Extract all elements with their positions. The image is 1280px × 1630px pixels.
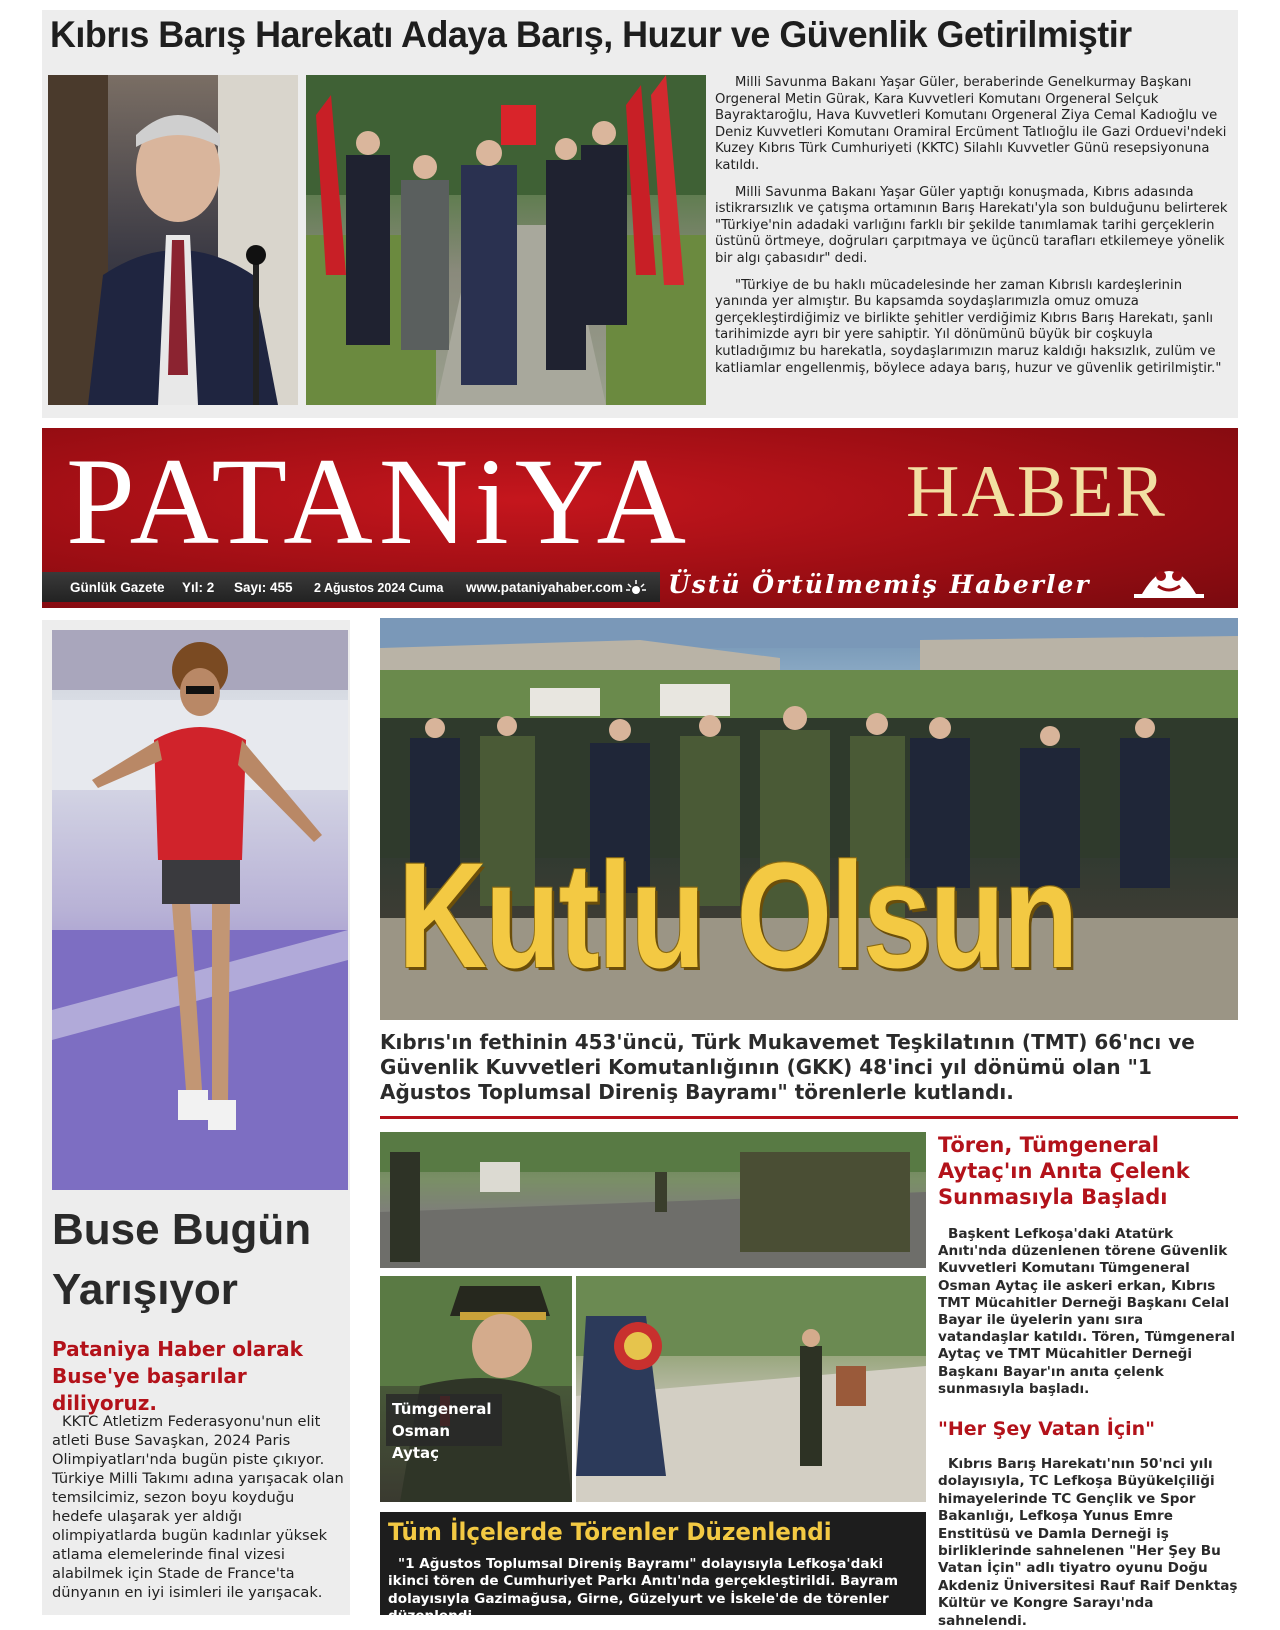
athlete-body: KKTC Atletizm Federasyonu'nun elit atleti Buse Savaşkan, 2024 Paris Olimpiyatları'nda bugün piste çıkıyor. Türkiye Milli Takımı adına yarışacak olan temsilcimiz, sezon boyu koyduğu hedefe ulaşarak yer aldığı olimpiyatlarda bugün kadınlar yüksek atlama elemelerinde final vizesi alabilmek için Stade de France'ta dünyanın en iyi isimleri ile yarışacak. (52, 1413, 344, 1601)
mascot-icon (1134, 544, 1204, 602)
monument-photo (576, 1276, 926, 1502)
athlete-photo (52, 630, 348, 1190)
edition-year: Yıl: 2 (182, 580, 215, 595)
theatre-body: Kıbrıs Barış Harekatı'nın 50'nci yılı dolayısıyla, TC Lefkoşa Büyükelçiliği himayelerinde TC Gençlik ve Spor Bakanlığı, Lefkoşa Yunus Emre Enstitüsü ve Damla Derneği iş birliklerinde sahnelenen "Her Şey Bu Vatan İçin" adlı tiyatro oyunu Doğu Akdeniz Üniversitesi Rauf Raif Denktaş Kültür ve Kongre Sarayı'nda sahnelendi. (938, 1456, 1238, 1629)
edition-issue: Sayı: 455 (234, 580, 293, 595)
ceremony-subheadline: Tören, Tümgeneral Aytaç'ın Anıta Çelenk Sunmasıyla Başladı (938, 1133, 1190, 1209)
masthead-haber: HABER (906, 451, 1167, 533)
top-story-headline: Kıbrıs Barış Harekatı Adaya Barış, Huzur ve Güvenlik Getirilmiştir (50, 14, 1132, 55)
minister-speaking-photo (48, 75, 298, 405)
general-photo-caption: Tümgeneral Osman Aytaç (386, 1394, 502, 1446)
edition-type: Günlük Gazete (70, 580, 165, 595)
sun-icon (626, 580, 646, 596)
athlete-subhead: Pataniya Haber olarak Buse'ye başarılar diliyoruz. (52, 1337, 303, 1415)
theatre-subheadline: "Her Şey Vatan İçin" (938, 1418, 1156, 1440)
edition-date: 2 Ağustos 2024 Cuma (314, 581, 444, 595)
general-portrait-photo (380, 1276, 572, 1502)
main-headline: Kutlu Olsun (398, 831, 1077, 999)
top-story-body (715, 75, 1235, 405)
main-deck: Kıbrıs'ın fethinin 453'üncü, Türk Mukavemet Teşkilatının (TMT) 66'ncı ve Güvenlik Kuvvetleri Komutanlığının (GKK) 48'inci yıl dönümü olan "1 Ağustos Toplumsal Direniş Bayramı" törenlerle kutlandı. (380, 1030, 1195, 1104)
main-divider (380, 1116, 1238, 1119)
ceremony-body: Başkent Lefkoşa'daki Atatürk Anıtı'nda düzenlenen törene Güvenlik Kuvvetleri Komutanı Tümgeneral Osman Aytaç ile askeri erkan, Kıbrıs TMT Mücahitler Derneği Başkanı Celal Bayar ile üyelerin yanı sıra vatandaşlar katıldı. Tören, Tümgeneral Aytaç ve TMT Mücahitler Derneği Başkanı Bayar'ın anıta çelenk sunmasıyla başladı. (938, 1226, 1236, 1397)
athlete-headline: Buse Bugün Yarışıyor (52, 1205, 312, 1314)
officials-walking-photo (306, 75, 706, 405)
masthead-logo: PATANiYA (66, 433, 693, 570)
top-story-paragraph-2: Milli Savunma Bakanı Yaşar Güler yaptığı konuşmada, Kıbrıs adasında istikrarsızlık ve çatışma ortamının Barış Harekatı'yla son bulduğunu belirterek "Türkiye'nin adadaki varlığını farklı bir şekilde tanımlamak tarihi gerçeklerin üstünü örtmeye, doğruları çarpıtmaya ve üçüncü tarafları etkilemeye yönelik bir algı çabasıdır" dedi. (715, 184, 1228, 266)
website-link[interactable]: www.pataniyahaber.com (466, 580, 624, 595)
top-story-paragraph-1: Milli Savunma Bakanı Yaşar Güler, beraberinde Genelkurmay Başkanı Orgeneral Metin Gürak, Kara Kuvvetleri Komutanı Orgeneral Selçuk Bayraktaroğlu, Hava Kuvvetleri Komutanı Orgeneral Ziya Cemal Kadıoğlu ve Deniz Kuvvetleri Komutanı Oramiral Ercüment Tatlıoğlu ile Gazi Orduevi'ndeki Kuzey Kıbrıs Türk Cumhuriyeti (KKTC) Silahlı Kuvvetler Günü resepsiyonuna katıldı. (715, 75, 1227, 173)
districts-headline: Tüm İlçelerde Törenler Düzenlendi (388, 1518, 832, 1546)
masthead-slogan: Üstü Örtülmemiş Haberler (668, 570, 1091, 599)
top-story-paragraph-3: "Türkiye de bu haklı mücadelesinde her zaman Kıbrıslı kardeşlerinin yanında yer almıştır. Bu kapsamda soydaşlarımızla omuz omuza gerçekleştirdiğimiz ve birlikte şehitler verdiğimiz Kıbrıs Barış Harekatı, şanlı tarihimizde ayrı bir yere sahiptir. Yıl dönümünü büyük bir coşkuyla kutladığımız bu harekatla, soydaşlarımızın maruz kaldığı haksızlık, zulüm ve katliamlar engellenmiş, böylece adaya barış, huzur ve güvenlik getirilmiştir." (715, 277, 1222, 376)
districts-body: "1 Ağustos Toplumsal Direniş Bayramı" dolayısıyla Lefkoşa'daki ikinci tören de Cumhuriyet Parkı Anıtı'nda gerçekleştirildi. Bayram dolayısıyla Gazimağusa, Girne, Güzelyurt ve İskele'de de törenler düzenlendi. (388, 1556, 899, 1625)
wreath-ceremony-photo (380, 1132, 926, 1268)
